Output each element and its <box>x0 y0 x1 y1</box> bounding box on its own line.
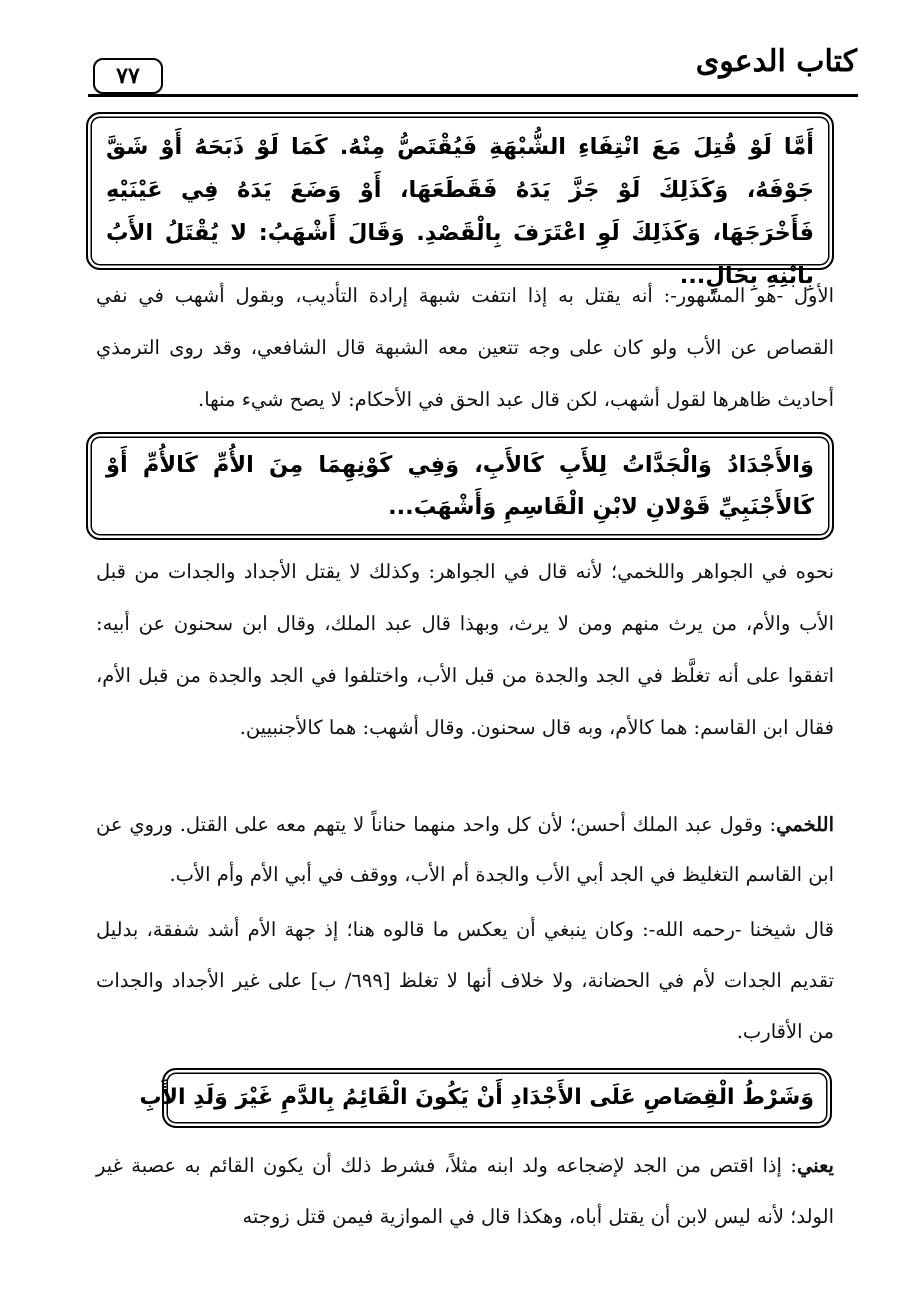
commentary-paragraph-4: قال شيخنا -رحمه الله-: وكان ينبغي أن يعكس ما قالوه هنا؛ إذ جهة الأم أشد شفقة، بدليل تقديم الجدات لأم في الحضانة، ولا خلاف أنها لا تغلظ [٦٩٩/ ب] على غير الأجداد والجدات من الأقارب. <box>96 918 834 1043</box>
commentary-5-text: : إذا اقتص من الجد لإضجاعه ولد ابنه مثلاً، فشرط ذلك أن يكون القائم به عصبة غير الولد؛ لأنه ليس لابن أن يقتل أباه، وهكذا قال في الموازية فيمن قتل زوجته <box>96 1154 834 1228</box>
header-rule <box>88 94 858 97</box>
page-number: ٧٧ <box>93 58 163 94</box>
commentary-paragraph-2: نحوه في الجواهر واللخمي؛ لأنه قال في الجواهر: وكذلك لا يقتل الأجداد والجدات من قبل الأب والأم، من يرث منهم ومن لا يرث، وبهذا قال عبد الملك، وقال ابن سحنون عن أبيه: اتفقوا على أنه تغلَّظ في الجد والجدة من قبل الأب، واختلفوا في الجد والجدة من قبل الأم، فقال ابن القاسم: هما كالأم، وبه قال سحنون. وقال أشهب: هما كالأجنبيين. <box>96 560 834 739</box>
commentary-3-text: : وقول عبد الملك أحسن؛ لأن كل واحد منهما حناناً لا يتهم معه على القتل. وروي عن ابن القاسم التغليظ في الجد أبي الأب والجدة أم الأب، ووقف في أبي الأم وأم الأب. <box>96 813 834 886</box>
running-header-title: كتاب الدعوى <box>695 44 857 79</box>
matn-box-2: وَالأَجْدَادُ وَالْجَدَّاتُ لِلأَبِ كَالأَبِ، وَفِي كَوْنِهِمَا مِنَ الأُمِّ كَالأُمِّ أَوْ كَالأَجْنَبِيِّ قَوْلانِ لابْنِ الْقَاسِمِ وَأَشْهَبَ... <box>86 432 834 540</box>
yani-lead-word: يعني <box>797 1154 834 1177</box>
lakhmi-lead-word: اللخمي <box>776 813 834 836</box>
commentary-paragraph-3 <box>96 800 834 900</box>
commentary-paragraph-1: الأول -هو المشهور-: أنه يقتل به إذا انتفت شبهة إرادة التأديب، وبقول أشهب في نفي القصاص عن الأب ولو كان على وجه تتعين معه الشبهة قال الشافعي، وقد روى الترمذي أحاديث ظاهرها لقول أشهب، لكن قال عبد الحق في الأحكام: لا يصح شيء منها. <box>96 284 834 411</box>
matn-box-1: أَمَّا لَوْ قُتِلَ مَعَ انْتِفَاءِ الشُّبْهَةِ فَيُقْتَصُّ مِنْهُ. كَمَا لَوْ ذَبَحَهُ أَوْ شَقَّ جَوْفَهُ، وَكَذَلِكَ لَوْ جَزَّ يَدَهُ فَقَطَعَهَا، أَوْ وَضَعَ يَدَهُ فِي عَيْنَيْهِ فَأَخْرَجَهَا، وَكَذَلِكَ لَوِ اعْتَرَفَ بِالْقَصْدِ. وَقَالَ أَشْهَبُ: لا يُقْتَلُ الأَبُ بِابْنِهِ بِحَالٍ... <box>86 112 834 270</box>
commentary-paragraph-5 <box>96 1140 834 1242</box>
matn-box-3: وَشَرْطُ الْقِصَاصِ عَلَى الأَجْدَادِ أَنْ يَكُونَ الْقَائِمُ بِالدَّمِ غَيْرَ وَلَدِ الأَبِ <box>162 1068 832 1128</box>
